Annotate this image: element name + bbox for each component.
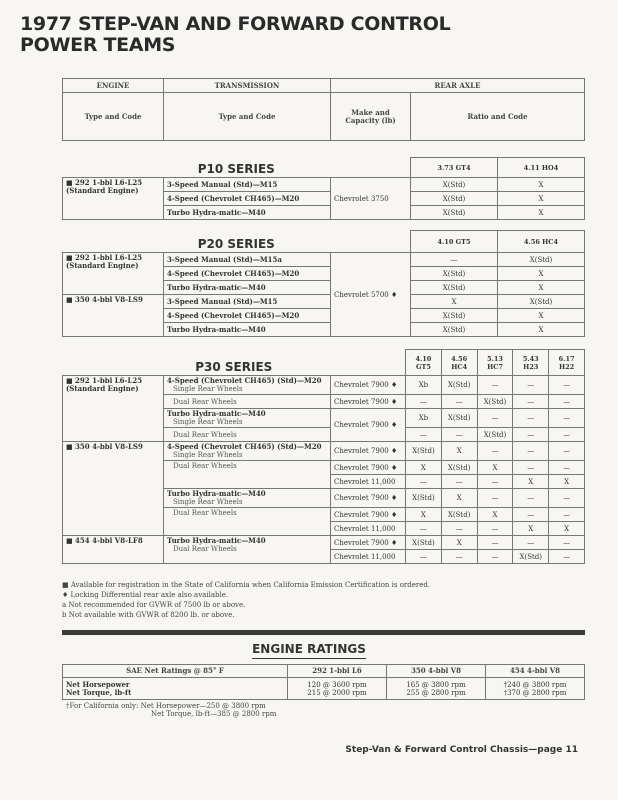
transmission-cell: Turbo Hydra-matic—M40 — [164, 206, 331, 220]
ratio-cell: — — [477, 489, 513, 508]
ratio-cell: — — [549, 461, 585, 475]
engine-ratings-title: ENGINE RATINGS — [252, 642, 366, 659]
ratio-cell: — — [549, 442, 585, 461]
axle-make-cell: Chevrolet 7900 ♦ — [331, 461, 406, 475]
ratio-cell: X(Std) — [441, 376, 477, 395]
ratio-cell: X — [549, 475, 585, 489]
rating-value: †240 @ 3800 rpm — [503, 680, 567, 689]
p10-series-title: P10 SERIES — [197, 162, 275, 176]
engine-cell: ■ 292 1-bbl L6-L25 (Standard Engine) — [63, 178, 164, 220]
transmission-cell — [164, 428, 331, 442]
ratio-header: 5.13 HC7 — [477, 350, 513, 376]
engine-cell: ■ 350 4-bbl V8-LS9 — [63, 295, 164, 337]
ratio-cell: X(Std) — [513, 550, 549, 564]
ratio-cell: — — [477, 475, 513, 489]
transmission-label: 4-Speed (Chevrolet CH465) (Std)—M20 — [167, 376, 322, 385]
ratio-cell: — — [441, 395, 477, 409]
ratio-header: 4.11 HO4 — [498, 158, 585, 178]
ratio-cell: X(Std) — [441, 409, 477, 428]
ratio-cell: X(Std) — [498, 253, 585, 267]
axle-make-cell: Chevrolet 7900 ♦ — [331, 395, 406, 409]
transmission-cell: 4-Speed (Chevrolet CH465)—M20 — [164, 309, 331, 323]
ratio-cell: — — [477, 522, 513, 536]
ratio-cell: X — [498, 206, 585, 220]
ratings-labels — [63, 678, 288, 700]
page-title — [20, 14, 450, 56]
ratio-cell: X — [498, 178, 585, 192]
title-line-1: 1977 STEP-VAN AND FORWARD CONTROL — [20, 13, 451, 35]
transmission-cell — [164, 395, 331, 409]
ratio-cell: X(Std) — [406, 489, 442, 508]
ratio-cell: — — [406, 475, 442, 489]
title-line-2: POWER TEAMS — [20, 34, 176, 56]
ratio-cell: X — [441, 442, 477, 461]
ratio-cell: X(Std) — [411, 267, 498, 281]
rating-value: 215 @ 2000 rpm — [307, 688, 367, 697]
ratio-cell: — — [513, 428, 549, 442]
axle-make-cell: Chevrolet 11,000 — [331, 475, 406, 489]
ratio-cell: X — [441, 489, 477, 508]
ratio-cell: — — [513, 536, 549, 550]
ratio-cell: X(Std) — [406, 536, 442, 550]
ratio-cell: X — [498, 267, 585, 281]
footnote: Net Torque, lb-ft—385 @ 2800 rpm — [151, 710, 277, 718]
ratio-cell: — — [549, 489, 585, 508]
p20-series-table — [62, 230, 585, 337]
axle-make-cell: Chevrolet 7900 ♦ — [331, 508, 406, 522]
ratio-cell: X — [513, 522, 549, 536]
rating-value: 165 @ 3800 rpm — [406, 680, 466, 689]
ratio-cell: — — [411, 253, 498, 267]
ratings-footnote — [66, 702, 276, 718]
ratio-cell: X — [406, 508, 442, 522]
engine-cell: ■ 350 4-bbl V8-LS9 — [63, 442, 164, 536]
ratio-cell: X — [477, 461, 513, 475]
ratio-cell: X — [441, 536, 477, 550]
engine-subheader: Type and Code — [63, 93, 164, 141]
wheel-config: Single Rear Wheels — [173, 418, 243, 426]
ratio-cell: — — [549, 428, 585, 442]
ratings-cell — [387, 678, 486, 700]
ratio-cell: — — [406, 395, 442, 409]
engine-cell: ■ 292 1-bbl L6-L25 (Standard Engine) — [63, 376, 164, 442]
wheel-config: Single Rear Wheels — [173, 451, 243, 459]
footnote: b Not available with GVWR of 8200 lb. or above. — [62, 611, 235, 619]
ratio-cell: X — [477, 508, 513, 522]
ratio-cell: — — [513, 442, 549, 461]
transmission-label: Turbo Hydra-matic—M40 — [167, 489, 266, 498]
transmission-cell: Turbo Hydra-matic—M40 — [164, 281, 331, 295]
ratio-cell: — — [477, 536, 513, 550]
column-header-table — [62, 78, 585, 141]
make-subheader: Make and Capacity (lb) — [331, 93, 411, 141]
ratio-header: 4.56 HC4 — [441, 350, 477, 376]
transmission-cell — [164, 508, 331, 536]
ratio-cell: — — [549, 409, 585, 428]
ratio-cell: X(Std) — [411, 178, 498, 192]
footnote: ■ Available for registration in the State of California when California Emission Certification is ordered. — [62, 581, 431, 589]
wheel-config: Dual Rear Wheels — [173, 397, 237, 406]
engine-ratings-heading — [0, 642, 618, 656]
ratio-cell: — — [477, 550, 513, 564]
transmission-label: 4-Speed (Chevrolet CH465) (Std)—M20 — [167, 442, 322, 451]
axle-make-cell: Chevrolet 7900 ♦ — [331, 376, 406, 395]
ratio-cell: — — [549, 376, 585, 395]
ratio-cell: — — [513, 395, 549, 409]
section-divider — [62, 630, 585, 635]
transmission-cell: 3-Speed Manual (Std)—M15 — [164, 178, 331, 192]
ratio-cell: — — [549, 395, 585, 409]
ratio-cell: X — [513, 475, 549, 489]
ratio-cell: X(Std) — [411, 323, 498, 337]
transmission-cell — [164, 489, 331, 508]
ratio-cell: — — [513, 489, 549, 508]
engine-header: ENGINE — [63, 79, 164, 93]
ratings-header: 454 4-bbl V8 — [486, 665, 585, 678]
engine-ratings-table — [62, 664, 585, 700]
p30-series-title: P30 SERIES — [195, 360, 273, 374]
rating-value: †370 @ 2800 rpm — [503, 688, 567, 697]
ratio-cell: — — [406, 550, 442, 564]
ratio-cell: — — [513, 409, 549, 428]
page-footer: Step-Van & Forward Control Chassis—page 11 — [345, 745, 578, 755]
ratio-cell: X(Std) — [411, 309, 498, 323]
transmission-cell: 3-Speed Manual (Std)—M15a — [164, 253, 331, 267]
ratio-cell: X(Std) — [477, 395, 513, 409]
ratio-subheader: Ratio and Code — [411, 93, 585, 141]
p10-series-table — [62, 157, 585, 220]
ratio-header: 4.10 GT5 — [406, 350, 442, 376]
axle-make-cell: Chevrolet 5700 ♦ — [331, 253, 411, 337]
footnote: a Not recommended for GVWR of 7500 lb or above. — [62, 601, 246, 609]
wheel-config: Single Rear Wheels — [173, 498, 243, 506]
p30-series-table — [62, 349, 585, 564]
ratio-cell: — — [441, 428, 477, 442]
ratio-cell: X(Std) — [411, 206, 498, 220]
ratio-cell: — — [513, 376, 549, 395]
transmission-cell: Turbo Hydra-matic—M40 — [164, 323, 331, 337]
axle-make-cell: Chevrolet 7900 ♦ — [331, 409, 406, 442]
axle-make-cell: Chevrolet 11,000 — [331, 550, 406, 564]
ratio-cell: X(Std) — [411, 192, 498, 206]
footnotes — [62, 580, 430, 620]
p20-series-title: P20 SERIES — [197, 237, 275, 251]
ratio-header: 4.10 GT5 — [411, 231, 498, 253]
ratio-cell: X(Std) — [498, 295, 585, 309]
ratio-cell: X — [498, 309, 585, 323]
ratio-cell: — — [441, 550, 477, 564]
ratio-header: 6.17 H22 — [549, 350, 585, 376]
rating-value: 120 @ 3600 rpm — [307, 680, 367, 689]
axle-make-cell: Chevrolet 7900 ♦ — [331, 489, 406, 508]
ratio-cell: — — [441, 475, 477, 489]
wheel-config: Single Rear Wheels — [173, 385, 243, 393]
ratio-cell: X — [549, 522, 585, 536]
ratio-cell: X — [411, 295, 498, 309]
ratio-cell: — — [477, 409, 513, 428]
ratio-cell: X(Std) — [441, 461, 477, 475]
transmission-cell — [164, 461, 331, 489]
transmission-cell: 3-Speed Manual (Std)—M15 — [164, 295, 331, 309]
ratio-cell: X — [498, 323, 585, 337]
rating-label: Net Torque, lb-ft — [66, 687, 132, 697]
rating-value: 255 @ 2800 rpm — [406, 688, 466, 697]
ratio-cell: — — [477, 376, 513, 395]
wheel-config: Dual Rear Wheels — [173, 509, 237, 517]
ratio-cell: — — [513, 508, 549, 522]
axle-make-cell: Chevrolet 3750 — [331, 178, 411, 220]
ratio-cell: X — [498, 281, 585, 295]
ratio-cell: — — [406, 428, 442, 442]
ratings-header: SAE Net Ratings @ 85° F — [63, 665, 288, 678]
ratio-cell: Xb — [406, 376, 442, 395]
wheel-config: Dual Rear Wheels — [173, 462, 237, 470]
ratings-header: 292 1-bbl L6 — [288, 665, 387, 678]
ratio-cell: — — [549, 550, 585, 564]
wheel-config: Dual Rear Wheels — [173, 430, 237, 439]
axle-make-cell: Chevrolet 7900 ♦ — [331, 536, 406, 550]
ratio-cell: Xb — [406, 409, 442, 428]
engine-cell: ■ 454 4-bbl V8-LF8 — [63, 536, 164, 564]
transmission-cell — [164, 409, 331, 428]
ratio-cell: — — [477, 442, 513, 461]
rating-label: Net Horsepower — [66, 679, 130, 689]
rear-axle-header: REAR AXLE — [331, 79, 585, 93]
ratio-cell: X(Std) — [441, 508, 477, 522]
ratio-cell: X — [406, 461, 442, 475]
ratings-header: 350 4-bbl V8 — [387, 665, 486, 678]
transmission-label: Turbo Hydra-matic—M40 — [167, 409, 266, 418]
ratings-cell — [486, 678, 585, 700]
ratio-header: 5.43 H23 — [513, 350, 549, 376]
transmission-cell: 4-Speed (Chevrolet CH465)—M20 — [164, 267, 331, 281]
ratio-cell: — — [549, 536, 585, 550]
ratio-cell: X(Std) — [477, 428, 513, 442]
footnote: ♦ Locking Differential rear axle also available. — [62, 591, 229, 599]
axle-make-cell: Chevrolet 7900 ♦ — [331, 442, 406, 461]
ratio-cell: — — [406, 522, 442, 536]
ratio-header: 3.73 GT4 — [411, 158, 498, 178]
transmission-cell — [164, 536, 331, 564]
transmission-label: Turbo Hydra-matic—M40 — [167, 536, 266, 545]
trans-subheader: Type and Code — [164, 93, 331, 141]
transmission-cell: 4-Speed (Chevrolet CH465)—M20 — [164, 192, 331, 206]
ratings-cell — [288, 678, 387, 700]
ratio-header: 4.56 HC4 — [498, 231, 585, 253]
transmission-header: TRANSMISSION — [164, 79, 331, 93]
ratio-cell: X(Std) — [411, 281, 498, 295]
axle-make-cell: Chevrolet 11,000 — [331, 522, 406, 536]
ratio-cell: X(Std) — [406, 442, 442, 461]
transmission-cell — [164, 376, 331, 395]
transmission-cell — [164, 442, 331, 461]
ratio-cell: — — [549, 508, 585, 522]
footnote: †For California only: Net Horsepower—250 @ 3800 rpm — [66, 702, 266, 710]
wheel-config: Dual Rear Wheels — [173, 545, 237, 553]
engine-cell: ■ 292 1-bbl L6-L25 (Standard Engine) — [63, 253, 164, 295]
ratio-cell: X — [498, 192, 585, 206]
ratio-cell: — — [513, 461, 549, 475]
ratio-cell: — — [441, 522, 477, 536]
